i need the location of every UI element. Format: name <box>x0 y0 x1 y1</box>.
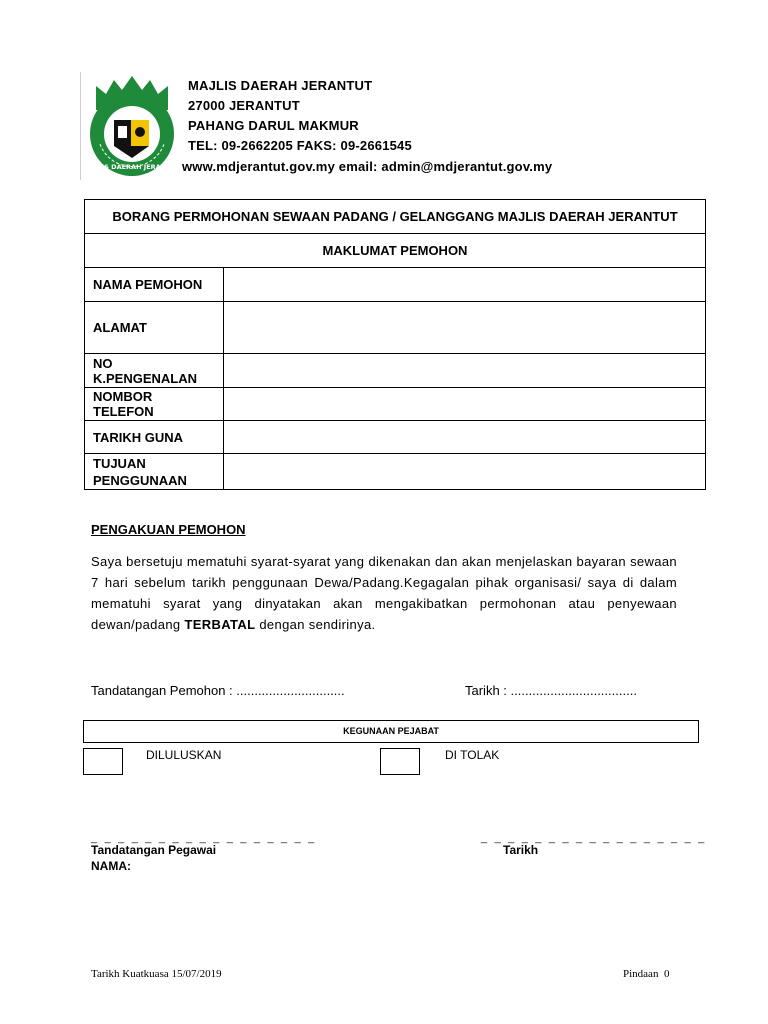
officer-signature-label: Tandatangan Pegawai <box>91 843 217 857</box>
approved-label: DILULUSKAN <box>146 748 222 762</box>
rejected-checkbox[interactable] <box>380 748 420 775</box>
office-use-heading: KEGUNAAN PEJABAT <box>83 720 699 743</box>
tel-fax: TEL: 09-2662205 FAKS: 09-2661545 <box>188 138 412 153</box>
field-label-phone: NOMBOR TELEFON <box>85 388 224 421</box>
field-label-ic: NO K.PENGENALAN <box>85 354 224 388</box>
field-label-address: ALAMAT <box>85 302 224 354</box>
field-label-name: NAMA PEMOHON <box>85 268 224 302</box>
field-label-date: TARIKH GUNA <box>85 421 224 454</box>
officer-date-label: Tarikh <box>503 843 539 857</box>
field-input-date[interactable] <box>224 421 706 454</box>
council-logo <box>86 74 178 178</box>
field-input-ic[interactable] <box>224 354 706 388</box>
state: PAHANG DARUL MAKMUR <box>188 118 359 133</box>
postcode-city: 27000 JERANTUT <box>188 98 300 113</box>
org-name: MAJLIS DAERAH JERANTUT <box>188 78 373 93</box>
form-title: BORANG PERMOHONAN SEWAAN PADANG / GELANGGANG MAJLIS DAERAH JERANTUT <box>85 200 706 234</box>
officer-date-dashes: _ _ _ _ _ _ _ _ _ _ _ _ _ _ _ _ _ <box>481 832 707 844</box>
applicant-signature-line: Tandatangan Pemohon : .............................. <box>91 683 345 698</box>
section-title: MAKLUMAT PEMOHON <box>85 234 706 268</box>
applicant-date-line: Tarikh : ................................... <box>465 683 637 698</box>
approved-checkbox[interactable] <box>83 748 123 775</box>
field-label-purpose: TUJUAN PENGGUNAAN <box>85 454 224 490</box>
declaration-text: Saya bersetuju mematuhi syarat-syarat yang dikenakan dan akan menjelaskan bayaran sewaan 7 hari sebelum tarikh penggunaan Dewa/Padang.Kegagalan pihak organisasi/ saya di dalam mematuhi syarat yang dinyatakan akan mengakibatkan permohonan atau penyewaan dewan/padang TERBATAL dengan sendirinya. <box>91 554 677 632</box>
declaration-heading: PENGAKUAN PEMOHON <box>91 522 246 537</box>
amendment-number: Pindaan 0 <box>623 968 670 980</box>
officer-signature-dashes: _ _ _ _ _ _ _ _ _ _ _ _ _ _ _ _ _ <box>91 832 317 844</box>
rejected-label: DI TOLAK <box>445 748 500 762</box>
field-input-phone[interactable] <box>224 388 706 421</box>
svg-text:MAJLIS DAERAH JERANTUT: MAJLIS DAERAH JERANTUT <box>86 163 178 171</box>
field-input-address[interactable] <box>224 302 706 354</box>
application-table <box>84 199 706 490</box>
field-input-purpose[interactable] <box>224 454 706 490</box>
web-email: www.mdjerantut.gov.my email: admin@mdjerantut.gov.my <box>182 159 553 174</box>
terbatal-bold: TERBATAL <box>184 617 256 632</box>
header-divider <box>80 72 81 180</box>
field-input-name[interactable] <box>224 268 706 302</box>
officer-name-label: NAMA: <box>91 859 131 873</box>
effective-date: Tarikh Kuatkuasa 15/07/2019 <box>91 968 222 980</box>
